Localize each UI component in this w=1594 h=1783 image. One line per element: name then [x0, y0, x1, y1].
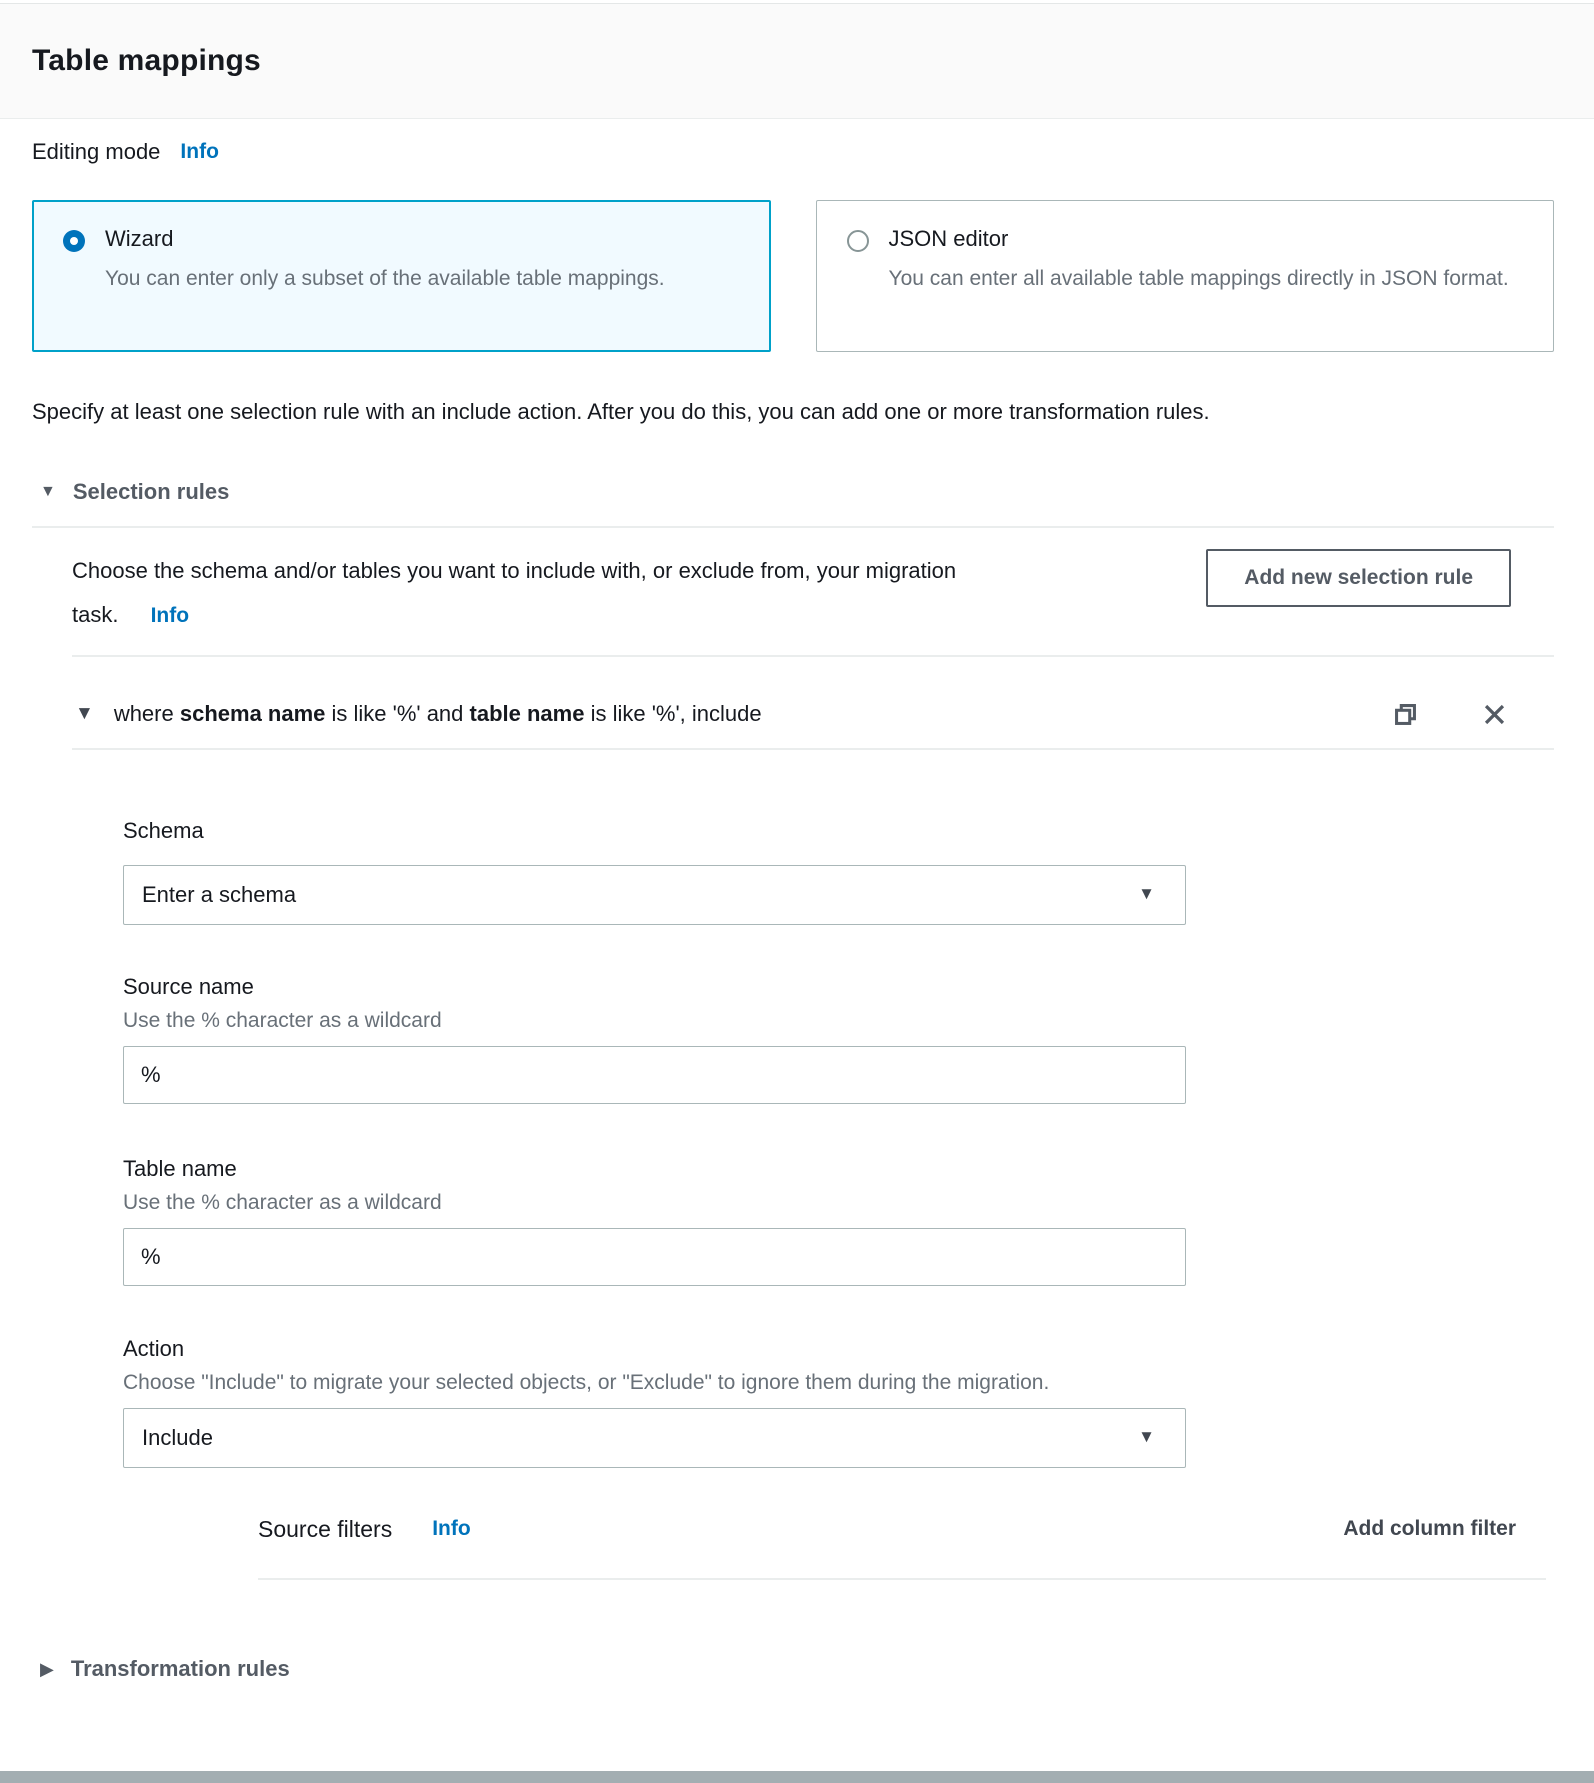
copy-icon — [1392, 716, 1419, 731]
source-filters-label: Source filters — [258, 1515, 393, 1542]
rule-summary-middle: is like '%' and — [325, 701, 470, 726]
rule-summary-schema-field: schema name — [179, 701, 326, 726]
intro-text: Specify at least one selection rule with an include action. After you do this, you can add one or more transformation rules. — [32, 399, 1210, 424]
table-name-input[interactable] — [123, 1228, 1186, 1286]
editing-mode-label: Editing mode — [32, 139, 161, 164]
json-editor-card-body — [889, 226, 1509, 326]
editing-mode-options — [32, 200, 1554, 352]
divider — [258, 1578, 1546, 1580]
selection-rule-row — [72, 694, 1554, 734]
divider — [72, 748, 1554, 750]
selection-rules-info-link[interactable]: Info — [150, 604, 190, 627]
remove-rule-button[interactable] — [1481, 701, 1508, 728]
json-editor-option-title: JSON editor — [888, 226, 1009, 251]
wizard-card-body — [105, 226, 665, 326]
schema-select-value: Enter a schema — [142, 882, 297, 907]
rule-summary-suffix: is like '%', include — [584, 701, 762, 726]
chevron-right-icon[interactable]: ▶ — [40, 1658, 54, 1679]
panel-content — [0, 137, 1594, 1685]
radio-card-json-editor[interactable] — [816, 200, 1555, 352]
action-select[interactable] — [123, 1408, 1186, 1468]
schema-select[interactable] — [123, 865, 1186, 925]
json-editor-radio-icon[interactable] — [847, 230, 869, 252]
schema-label: Schema — [123, 818, 204, 843]
add-column-filter-button[interactable]: Add column filter — [1343, 1517, 1516, 1540]
editing-mode-info-link[interactable]: Info — [180, 140, 219, 163]
selection-rules-description-row — [72, 549, 1554, 638]
add-new-selection-rule-button[interactable]: Add new selection rule — [1206, 549, 1511, 607]
divider — [72, 655, 1554, 657]
table-mappings-panel — [0, 3, 1594, 1685]
transformation-rules-title: Transformation rules — [70, 1656, 290, 1681]
close-icon — [1481, 716, 1508, 731]
rule-actions — [1392, 701, 1508, 728]
dropdown-caret-icon: ▼ — [1138, 1427, 1155, 1447]
selection-rules-description-text: Choose the schema and/or tables you want to include with, or exclude from, your migration task. — [72, 558, 957, 627]
rule-summary-table-field: table name — [469, 701, 585, 726]
dropdown-caret-icon: ▼ — [1138, 884, 1155, 904]
table-name-hint: Use the % character as a wildcard — [123, 1191, 442, 1214]
source-name-label: Source name — [123, 974, 254, 999]
source-name-hint: Use the % character as a wildcard — [123, 1009, 442, 1032]
source-name-input[interactable] — [123, 1046, 1186, 1104]
action-label: Action — [123, 1336, 185, 1361]
wizard-option-description: You can enter only a subset of the available table mappings. — [105, 267, 665, 290]
selection-rules-description — [72, 549, 982, 638]
json-editor-option-description: You can enter all available table mappings directly in JSON format. — [888, 267, 1509, 290]
page-title: Table mappings — [32, 44, 261, 77]
chevron-down-icon[interactable]: ▼ — [75, 703, 94, 724]
bottom-edge-bar — [0, 1771, 1594, 1783]
rule-summary-prefix: where — [113, 701, 180, 726]
table-name-label: Table name — [123, 1156, 237, 1181]
selection-rule-form — [123, 818, 1554, 1468]
selection-rules-title: Selection rules — [72, 479, 230, 504]
action-hint: Choose "Include" to migrate your selected objects, or "Exclude" to ignore them during the migration. — [123, 1371, 1050, 1394]
action-select-value: Include — [142, 1425, 213, 1450]
chevron-down-icon[interactable]: ▼ — [40, 483, 56, 500]
selection-rules-header[interactable] — [32, 476, 1554, 508]
wizard-radio-selected-icon[interactable] — [63, 230, 85, 252]
radio-card-wizard[interactable] — [32, 200, 771, 352]
rule-summary — [114, 701, 762, 727]
source-filters-info-link[interactable]: Info — [432, 1517, 471, 1540]
transformation-rules-header[interactable] — [32, 1653, 1554, 1685]
source-filters-row — [258, 1513, 1554, 1545]
duplicate-rule-button[interactable] — [1392, 701, 1419, 728]
editing-mode-row — [32, 137, 1554, 167]
panel-header — [0, 3, 1594, 119]
divider — [32, 526, 1554, 528]
wizard-option-title: Wizard — [105, 226, 174, 251]
